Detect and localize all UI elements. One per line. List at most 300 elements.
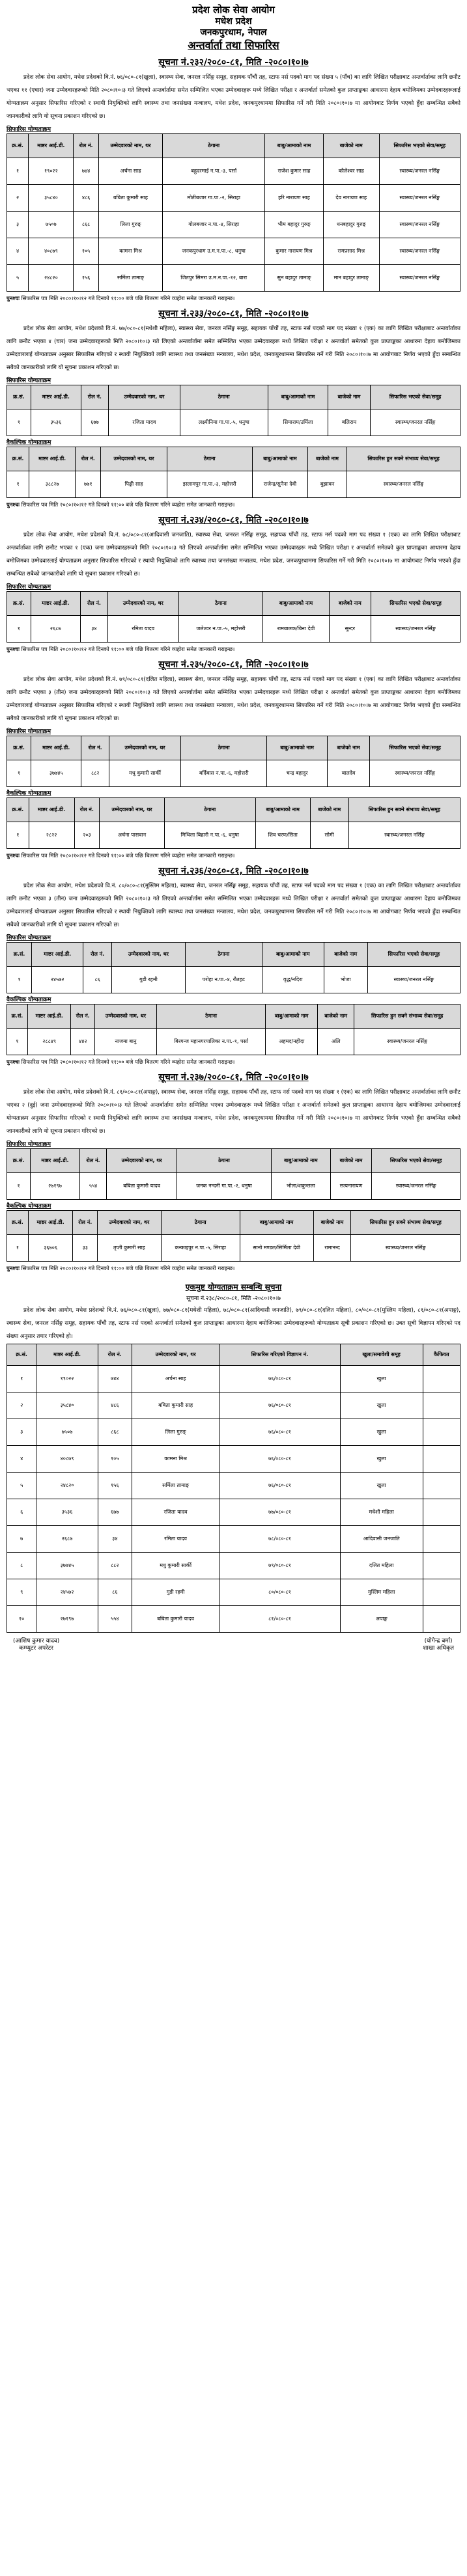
table-header-cell: ठेगाना — [163, 133, 265, 158]
table-cell: स्वास्थ्य/जनरल नर्सिङ्ग — [379, 238, 460, 264]
table-cell: स्वास्थ्य/जनरल नर्सिङ्ग — [379, 158, 460, 184]
table-row — [7, 1234, 460, 1261]
postscript-label: पुनश्चः — [7, 1264, 20, 1271]
notice-section — [7, 658, 460, 861]
table-cell: १ — [7, 760, 31, 786]
table-cell: ७६/०८०-८१ — [219, 1445, 340, 1472]
table-header-cell: रोल नं. — [79, 1148, 107, 1172]
table-cell: ३५८४० — [29, 184, 74, 211]
table-header-cell: खुला/समावेशी समूह — [340, 1344, 423, 1365]
table-header-row — [7, 942, 460, 966]
table-cell: जनकपुरधाम उ.म.न.पा.-८, धनुषा — [163, 238, 265, 264]
table-cell: सर्मिला तामाङ् — [98, 264, 163, 291]
table-header-cell: माष्टर आई.डी. — [27, 1004, 70, 1028]
table-cell: बहुदरमाई न.पा.-३, पर्सा — [163, 158, 265, 184]
table-header-cell: सिफारिस भएको सेवा/समूह — [379, 133, 460, 158]
table-cell: २७१९७ — [31, 1172, 79, 1199]
table-cell: ८०/०८०-८१ — [219, 1579, 340, 1605]
table-cell: रामप्रसाद मिश्र — [323, 238, 379, 264]
table-header-row — [7, 133, 460, 158]
alternate-heading: वैकल्पिक योग्यताक्रम — [7, 1202, 51, 1210]
table-row — [7, 822, 460, 848]
table-header-cell: माष्टर आई.डी. — [28, 1210, 72, 1234]
table-cell: २८२२ — [29, 822, 74, 848]
table-header-cell: ठेगाना — [156, 1004, 266, 1028]
table-cell: २४८२० — [29, 264, 74, 291]
table-cell: खुला — [340, 1392, 423, 1419]
postscript-label: पुनश्चः — [7, 645, 20, 652]
table-row — [7, 264, 460, 291]
table-cell: १ — [7, 409, 31, 436]
notice-title: सूचना नं.२३६/२०८०-८१, मिति -२०८०।१०।७ — [158, 865, 309, 876]
table-cell: मुस्लिम महिला — [340, 1579, 423, 1605]
table-cell: ६ — [7, 1499, 36, 1525]
table-cell: लक्ष्मीनिया गा.पा.-५, धनुषा — [180, 409, 268, 436]
table-header-cell: उम्मेदवारको नाम, थर — [98, 1210, 161, 1234]
table-cell: मधेशी महिला — [340, 1499, 423, 1525]
table-row — [7, 238, 460, 264]
table-cell: २७१९७ — [36, 1605, 98, 1632]
recommended-table — [7, 385, 460, 436]
table-cell: स्वास्थ्य/जनरल नर्सिङ्ग — [371, 615, 460, 642]
table-cell: ७९/०८०-८१ — [219, 1552, 340, 1579]
table-cell: ५ — [7, 264, 29, 291]
table-header-cell: सिफारिस हुन सक्ने संभाव्य सेवा/समूह — [347, 447, 460, 471]
table-cell: गुडी रहमी — [112, 966, 186, 993]
table-header-cell: बाबु/आमाको नाम — [255, 797, 310, 822]
table-cell: ७७१ — [76, 471, 101, 497]
table-cell: बर्दिबास न.पा.-६, महोत्तरी — [181, 760, 267, 786]
table-cell: स्वास्थ्य/जनरल नर्सिङ्ग — [348, 822, 460, 848]
notice-section — [7, 307, 460, 510]
table-cell: १० — [7, 1605, 36, 1632]
notice-section — [7, 514, 460, 654]
table-cell: ८८२ — [81, 760, 109, 786]
table-cell: ४०८७९ — [29, 238, 74, 264]
table-cell: ४ — [7, 238, 29, 264]
table-header-cell: ठेगाना — [164, 797, 255, 822]
table-cell — [423, 1499, 460, 1525]
table-cell: बिरगन्ज महानगरपालिका न.पा.-१, पर्सा — [156, 1028, 266, 1055]
table-cell: पिङ्की साह — [101, 471, 167, 497]
table-cell: अर्चना साह — [132, 1365, 219, 1392]
table-cell: २०३ — [74, 822, 100, 848]
table-header-cell: क्र.सं. — [7, 1148, 31, 1172]
postscript-label: पुनश्चः — [7, 1058, 20, 1065]
table-cell: स्वास्थ्य/जनरल नर्सिङ्ग — [372, 1172, 460, 1199]
alternate-heading: वैकल्पिक योग्यताक्रम — [7, 439, 51, 446]
table-cell: १ — [7, 471, 29, 497]
table-header-cell: सिफारिस हुन सक्ने संभाव्य सेवा/समूह — [348, 797, 460, 822]
table-header-cell: बाजेको नाम — [327, 736, 369, 760]
table-cell: २६८७ — [31, 615, 80, 642]
table-cell: १ — [7, 966, 32, 993]
table-header-cell: रोल नं. — [76, 447, 101, 471]
table-cell — [423, 1419, 460, 1445]
table-cell: ३३ — [73, 1234, 98, 1261]
table-cell: बबिता कुमारी साह — [98, 184, 163, 211]
table-cell: ६७७ — [98, 1499, 132, 1525]
table-cell: ३६७०६ — [28, 1234, 72, 1261]
table-cell — [423, 1445, 460, 1472]
table-cell: ७७/०८०-८१ — [219, 1499, 340, 1525]
table-cell: ८६ — [83, 966, 112, 993]
table-cell: स्वास्थ्य/जनरल नर्सिङ्ग — [354, 1028, 460, 1055]
table-cell: भोला/शकुन्तला — [272, 1172, 330, 1199]
table-cell: मधु कुमारी सार्की — [132, 1552, 219, 1579]
table-cell: ७६/०८०-८१ — [219, 1472, 340, 1499]
table-cell: इस्लामपुर गा.पा.-३, महोत्तरी — [167, 471, 252, 497]
table-header-cell: क्र.सं. — [7, 447, 29, 471]
table-row — [7, 1028, 460, 1055]
signature-right — [423, 1638, 454, 1653]
table-cell: ४८६ — [98, 1392, 132, 1419]
alternate-table — [7, 447, 460, 498]
table-cell: सत्यनारायण — [330, 1172, 372, 1199]
signature-right-role: शाखा अधिकृत — [423, 1645, 454, 1652]
table-cell: कामना मिश्र — [98, 238, 163, 264]
table-header-cell: बाबु/आमाको नाम — [267, 736, 328, 760]
notice-paragraph: प्रदेश लोक सेवा आयोग, मधेश प्रदेशको वि.नं. ७८/०८०-८१(आदिवासी जनजाति), स्वास्थ्य सेवा, जनरल नर्सिङ्ग समूह, सहायक पाँचौं तह, स्टाफ नर्स पदको माग पद संख्या १ (एक) का लागि लिखित परीक्षाबाट अन्तर्वार्ताका लागि छनौट भएका १ (एक) जना उम्मेदवारहरूको मिति २०८०।१०।३ गते लिएको अन्तर्वार्तामा समेत सम्मिलित भएका उम्मेदवारहरू मध्ये लिखित परीक्षा र अन्तर्वार्ता समेतको कुल प्राप्ताङ्कका आधारमा देहाय बमोजिमका उम्मेदवारलाई योग्यताक्रम अनुसार सिफारिस गरिएको र स्थायी नियुक्तिको लागि स्वास्थ्य तथा जनसंख्या मन्त्रालय, मधेश प्रदेश, जनकपुरधाममा सिफारिस गर्ने गरी मिति २०८०।१०।७ मा आयोगबाट निर्णय भएको हुँदा सम्बन्धित सबैको जानकारीको लागि यो सूचना प्रकाशन गरिएको छ। — [7, 531, 460, 577]
table-cell: २४८२० — [36, 1472, 98, 1499]
recommended-heading: सिफारिस योग्यताक्रम — [7, 728, 51, 735]
postscript-note — [7, 499, 460, 510]
table-header-row — [7, 1148, 460, 1172]
table-header-row — [7, 1004, 460, 1028]
table-header-cell: रोल नं. — [83, 942, 112, 966]
notices-container — [7, 56, 460, 1273]
table-cell: १०५ — [98, 1445, 132, 1472]
table-header-row — [7, 447, 460, 471]
table-header-cell: माष्टर आई.डी. — [31, 736, 81, 760]
table-cell: ६७७ — [81, 409, 108, 436]
table-cell: ९ — [7, 1579, 36, 1605]
table-header-cell: माष्टर आई.डी. — [29, 447, 76, 471]
table-cell: ८६ — [98, 1579, 132, 1605]
table-cell: सुन्दर — [329, 615, 371, 642]
table-cell: आदिवासी जनजाति — [340, 1525, 423, 1552]
table-cell — [423, 1552, 460, 1579]
table-cell: ४४२ — [71, 1028, 95, 1055]
notice-paragraph: प्रदेश लोक सेवा आयोग, मधेश प्रदेशको वि.नं. ७६/०८०-८१(खुला), स्वास्थ्य सेवा, जनरल नर्सिङ्ग समूह, सहायक पाँचौं तह, स्टाफ नर्स पदको माग पद संख्या ५ (पाँच) का लागि लिखित परीक्षाबाट अन्तर्वार्ताका लागि छनौट भएका ११ (एघार) जना उम्मेदवारहरूको मिति २०८०।१०।३ गते लिएको अन्तर्वार्तामा समेत सम्मिलित भएका उम्मेदवारहरू मध्ये लिखित परीक्षा र अन्तर्वार्ता समेतको कुल प्राप्ताङ्कका आधारमा देहाय बमोजिमका उम्मेदवारहरूलाई योग्यताक्रम अनुसार सिफारिस गरिएको र स्थायी नियुक्तिको लागि स्वास्थ्य तथा जनसंख्या मन्त्रालय, मधेश प्रदेश, जनकपुरधाममा सिफारिस गर्ने गरी मिति २०८०।१०।७ मा आयोगबाट निर्णय भएको हुँदा सम्बन्धित सबैको जानकारीको लागि यो सूचना प्रकाशन गरिएको छ। — [7, 74, 460, 120]
table-header-cell: माष्टर आई.डी. — [29, 133, 74, 158]
table-header-cell: ठेगाना — [185, 942, 262, 966]
postscript-label: पुनश्चः — [7, 294, 20, 301]
table-row — [7, 1445, 460, 1472]
table-cell: १ — [7, 615, 31, 642]
table-header-cell: माष्टर आई.डी. — [31, 385, 81, 409]
table-cell: १ — [7, 1028, 28, 1055]
table-cell: राजेन्द्र/सुनैना देवी — [252, 471, 307, 497]
table-cell — [423, 1605, 460, 1632]
table-cell: सोमी — [310, 822, 348, 848]
table-header-cell: माष्टर आई.डी. — [36, 1344, 98, 1365]
table-cell: भीम बहादुर गुरुङ् — [265, 211, 324, 238]
table-header-cell: रोल नं. — [80, 591, 107, 615]
table-cell: ८६८ — [98, 1419, 132, 1445]
table-header-cell: उम्मेदवारको नाम, थर — [107, 1148, 177, 1172]
table-header-cell: क्र.सं. — [7, 736, 31, 760]
alternate-table — [7, 1210, 460, 1262]
table-cell: बुझावन — [307, 471, 347, 497]
header-document-title: अन्तर्वार्ता तथा सिफारिस — [188, 38, 279, 51]
table-row — [7, 471, 460, 497]
table-cell: अर्चना पासवान — [100, 822, 165, 848]
postscript-text: सिफारिस पत्र मिति २०८०।१०।१२ गते दिनको ११:०० बजे पछि बितरण गरिने व्यहोरा समेत जानकारी गराइन्छ। — [21, 852, 235, 859]
notice-paragraph: प्रदेश लोक सेवा आयोग, मधेश प्रदेशको वि.नं. ७९/०८०-८१(दलित महिला), स्वास्थ्य सेवा, जनरल नर्सिङ्ग समूह, सहायक पाँचौं तह, स्टाफ नर्स पदको माग पद संख्या १ (एक) का लागि लिखित परीक्षाबाट अन्तर्वार्ताका लागि छनौट भएका ३ (तीन) जना उम्मेदवारहरूको मिति २०८०।१०।३ गते लिएको अन्तर्वार्तामा समेत सम्मिलित भएका उम्मेदवारहरू मध्ये लिखित परीक्षा र अन्तर्वार्ता समेतको कुल प्राप्ताङ्कका आधारमा देहाय बमोजिमका उम्मेदवारलाई योग्यताक्रम अनुसार सिफारिस गरिएको र स्थायी नियुक्तिको लागि स्वास्थ्य तथा जनसंख्या मन्त्रालय, मधेश प्रदेश, जनकपुरधाममा सिफारिस गर्ने गरी मिति २०८०।१०।७ मा आयोगबाट निर्णय भएको हुँदा सम्बन्धित सबैको जानकारीको लागि यो सूचना प्रकाशन गरिएको छ। — [7, 676, 460, 722]
table-header-cell: बाबु/आमाको नाम — [266, 1004, 318, 1028]
table-cell: चन्द्र बहादुर — [267, 760, 328, 786]
table-cell: भोजा — [324, 966, 367, 993]
table-header-cell: बाबु/आमाको नाम — [268, 385, 328, 409]
table-header-cell: उम्मेदवारको नाम, थर — [112, 942, 186, 966]
table-cell: स्वास्थ्य/जनरल नर्सिङ्ग — [371, 409, 460, 436]
table-header-cell: क्र.सं. — [7, 1004, 28, 1028]
table-header-cell: रोल नं. — [81, 736, 109, 760]
signature-right-name: (योगेन्द्र बर्मा) — [424, 1637, 453, 1644]
summary-paragraph: प्रदेश लोक सेवा आयोग, मधेश प्रदेशको वि.नं. ७६/०८०-८१(खुला), ७७/०८०-८१(मधेशी महिला), ७८/०८०-८१(आदिवासी जनजाति), ७९/०८०-८१(दलित महिला), ८०/०८०-८१(मुस्लिम महिला), ८१/०८०-८१(अपाङ्ग), स्वास्थ्य सेवा, जनरल नर्सिङ्ग समूह, सहायक पाँचौं तह, स्टाफ नर्स पदको अन्तर्वार्ता समेतको कुल प्राप्ताङ्कका आधारमा देहाय बमोजिमका उम्मेदवारहरूको योग्यताक्रम सूची प्रकाशन गरिएको छ। उक्त सूची विज्ञापन गरिएको पद संख्या अनुसार तयार गरिएको हो। — [7, 1307, 460, 1340]
table-header-cell: ठेगाना — [178, 591, 263, 615]
table-header-cell: उम्मेदवारको नाम, थर — [101, 447, 167, 471]
table-row — [7, 966, 460, 993]
table-cell: १ — [7, 1365, 36, 1392]
table-header-cell: बाबु/आमाको नाम — [265, 133, 324, 158]
table-cell: गोलबजार न.पा.-४, सिराहा — [163, 211, 265, 238]
table-header-cell: बाजेको नाम — [307, 447, 347, 471]
table-cell: बबिता कुमारी यादव — [107, 1172, 177, 1199]
table-cell: अलि — [318, 1028, 354, 1055]
table-cell: राजेश कुमार साह — [265, 158, 324, 184]
table-header-cell: माष्टर आई.डी. — [31, 591, 80, 615]
table-cell: स्वास्थ्य/जनरल नर्सिङ्ग — [370, 760, 460, 786]
notice-section — [7, 1071, 460, 1273]
table-cell: ३५३६ — [31, 409, 81, 436]
table-cell: ८६८ — [74, 211, 98, 238]
table-cell: १९०२२ — [36, 1365, 98, 1392]
table-row — [7, 211, 460, 238]
table-cell: १०५ — [74, 238, 98, 264]
table-header-cell: सिफारिस भएको सेवा/समूह — [371, 591, 460, 615]
table-cell: कुमार नारायण मिश्र — [265, 238, 324, 264]
table-header-cell: रोल नं. — [81, 385, 108, 409]
table-cell: ३४ — [98, 1525, 132, 1552]
table-header-cell: माष्टर आई.डी. — [29, 797, 74, 822]
alternate-heading: वैकल्पिक योग्यताक्रम — [7, 790, 51, 797]
table-cell: ५ — [7, 1472, 36, 1499]
table-cell: अर्चना साह — [98, 158, 163, 184]
table-header-row — [7, 1210, 460, 1234]
table-cell: १ — [7, 1234, 29, 1261]
table-row — [7, 1172, 460, 1199]
notice-paragraph: प्रदेश लोक सेवा आयोग, मधेश प्रदेशको वि.नं. ८१/०८०-८१(अपाङ्ग), स्वास्थ्य सेवा, जनरल नर्सिङ्ग समूह, सहायक पाँचौं तह, स्टाफ नर्स पदको माग पद संख्या १ (एक) का लागि लिखित परीक्षाबाट अन्तर्वार्ताका लागि छनौट भएका २ (दुई) जना उम्मेदवारहरूको मिति २०८०।१०।३ गते लिएको अन्तर्वार्तामा समेत सम्मिलित भएका उम्मेदवारहरू मध्ये लिखित परीक्षा र अन्तर्वार्ता समेतको कुल प्राप्ताङ्कका आधारमा देहाय बमोजिमका उम्मेदवारलाई योग्यताक्रम अनुसार सिफारिस गरिएको र स्थायी नियुक्तिको लागि स्वास्थ्य तथा जनसंख्या मन्त्रालय, मधेश प्रदेश, जनकपुरधाममा सिफारिस गर्ने गरी मिति २०८०।१०।७ मा आयोगबाट निर्णय भएको हुँदा सम्बन्धित सबैको जानकारीको लागि यो सूचना प्रकाशन गरिएको छ। — [7, 1088, 460, 1135]
table-cell: मान बहादुर तामाङ् — [323, 264, 379, 291]
table-cell: तृप्ती कुमारी साह — [98, 1234, 161, 1261]
table-row — [7, 760, 460, 786]
table-cell — [423, 1525, 460, 1552]
table-cell: वृद्ध/नदिरा — [262, 966, 324, 993]
table-header-cell: सिफारिस हुन सक्ने संभाव्य सेवा/समूह — [351, 1210, 460, 1234]
table-cell: गुडी रहमी — [132, 1579, 219, 1605]
table-cell: मधु कुमारी सार्की — [109, 760, 181, 786]
alternate-heading: वैकल्पिक योग्यताक्रम — [7, 996, 51, 1003]
table-cell: रमिता यादव — [132, 1525, 219, 1552]
table-header-cell: बाजेको नाम — [313, 1210, 351, 1234]
table-header-cell: क्र.सं. — [7, 133, 29, 158]
table-cell: हरि नारायण साह — [265, 184, 324, 211]
postscript-note — [7, 1263, 460, 1273]
table-cell: २४५७२ — [36, 1579, 98, 1605]
header-location: जनकपुरधाम, नेपाल — [200, 27, 267, 38]
notice-title: सूचना नं.२३४/२०८०-८१, मिति -२०८०।१०।७ — [158, 514, 309, 525]
header-province: मधेश प्रदेश — [215, 16, 252, 27]
recommended-heading: सिफारिस योग्यताक्रम — [7, 1141, 51, 1148]
table-cell: ७८/०८०-८१ — [219, 1525, 340, 1552]
table-row — [7, 1419, 460, 1445]
table-header-cell: बाजेको नाम — [330, 1148, 372, 1172]
table-header-cell: माष्टर आई.डी. — [31, 1148, 79, 1172]
table-cell: बबिता कुमारी साह — [132, 1392, 219, 1419]
table-cell: सर्मिला तामाङ् — [132, 1472, 219, 1499]
table-header-cell: रोल नं. — [74, 797, 100, 822]
table-cell: दलित महिला — [340, 1552, 423, 1579]
table-cell: ७६/०८०-८१ — [219, 1392, 340, 1419]
table-cell: ७४४ — [98, 1365, 132, 1392]
table-header-cell: बाजेको नाम — [324, 942, 367, 966]
table-cell: खुला — [340, 1445, 423, 1472]
table-header-cell: उम्मेदवारको नाम, थर — [132, 1344, 219, 1365]
summary-section — [7, 1281, 460, 1633]
table-cell — [423, 1392, 460, 1419]
table-cell: खुला — [340, 1419, 423, 1445]
table-header-cell: बाजेको नाम — [310, 797, 348, 822]
table-cell: ३ — [7, 211, 29, 238]
postscript-text: सिफारिस पत्र मिति २०८०।१०।१२ गते दिनको ११:०० बजे पछि बितरण गरिने व्यहोरा समेत जानकारी गराइन्छ। — [21, 1264, 235, 1271]
table-row — [7, 1525, 460, 1552]
summary-subtitle: सूचना नं.२३८/२०८०-८१, मिति -२०८०।१०।७ — [186, 1295, 281, 1302]
alternate-table — [7, 797, 460, 849]
table-header-cell: बाजेको नाम — [323, 133, 379, 158]
table-header-cell: ठेगाना — [167, 447, 252, 471]
table-cell — [423, 1472, 460, 1499]
table-cell: ५५४ — [98, 1605, 132, 1632]
postscript-text: सिफारिस पत्र मिति २०८०।१०।१२ गते दिनको ११:०० बजे पछि बितरण गरिने व्यहोरा समेत जानकारी गराइन्छ। — [21, 294, 235, 301]
signature-left-role: कम्प्युटर अपरेटर — [19, 1645, 53, 1652]
notice-section — [7, 865, 460, 1067]
table-cell: ४८६ — [74, 184, 98, 211]
table-header-cell: बाबु/आमाको नाम — [240, 1210, 313, 1234]
table-cell: २ — [7, 184, 29, 211]
table-header-cell: सिफारिस भएको सेवा/समूह — [371, 385, 460, 409]
table-cell: १ — [7, 1172, 31, 1199]
table-cell: रामानन्द — [313, 1234, 351, 1261]
table-cell: ३८८२७ — [29, 471, 76, 497]
alternate-table — [7, 1004, 460, 1055]
postscript-note — [7, 850, 460, 861]
table-cell: ७ — [7, 1525, 36, 1552]
table-cell: नाजमा बानु — [95, 1028, 157, 1055]
table-cell: खुला — [340, 1472, 423, 1499]
table-row — [7, 1552, 460, 1579]
table-cell: धनबहादुर गुरुङ् — [323, 211, 379, 238]
table-cell: ७५०७ — [29, 211, 74, 238]
table-cell: स्वास्थ्य/जनरल नर्सिङ्ग — [379, 211, 460, 238]
table-cell: ३५८४० — [36, 1392, 98, 1419]
table-cell: ७६/०८०-८१ — [219, 1419, 340, 1445]
table-cell: २ — [7, 1392, 36, 1419]
table-cell: शिव चरण/सिता — [255, 822, 310, 848]
table-header-cell: उम्मेदवारको नाम, थर — [108, 591, 179, 615]
table-header-cell: रोल नं. — [71, 1004, 95, 1028]
recommended-heading: सिफारिस योग्यताक्रम — [7, 583, 51, 590]
table-header-cell: क्र.सं. — [7, 797, 29, 822]
table-row — [7, 184, 460, 211]
table-cell: ३७७४५ — [31, 760, 81, 786]
table-header-cell: बाबु/आमाको नाम — [252, 447, 307, 471]
table-cell: रजिता यादव — [132, 1499, 219, 1525]
table-cell: १५६ — [74, 264, 98, 291]
summary-title: एकमुष्ट योग्यताक्रम सम्बन्धि सूचना — [185, 1282, 282, 1292]
notice-paragraph: प्रदेश लोक सेवा आयोग, मधेश प्रदेशको वि.नं. ८०/०८०-८१(मुस्लिम महिला), स्वास्थ्य सेवा, जनरल नर्सिङ्ग समूह, सहायक पाँचौं तह, स्टाफ नर्स पदको माग पद संख्या १ (एक) का लागि लिखित परीक्षाबाट अन्तर्वार्ताका लागि छनौट भएका ३ (तीन) जना उम्मेदवारहरूको मिति २०८०।१०।३ गते लिएको अन्तर्वार्तामा समेत सम्मिलित भएका उम्मेदवारहरू मध्ये लिखित परीक्षा र अन्तर्वार्ता समेतको कुल प्राप्ताङ्कका आधारमा देहाय बमोजिमका उम्मेदवारलाई योग्यताक्रम अनुसार सिफारिस गरिएको र स्थायी नियुक्तिको लागि स्वास्थ्य तथा जनसंख्या मन्त्रालय, मधेश प्रदेश, जनकपुरधाममा सिफारिस गर्ने गरी मिति २०८०।१०।७ मा आयोगबाट निर्णय भएको हुँदा सम्बन्धित सबैको जानकारीको लागि यो सूचना प्रकाशन गरिएको छ। — [7, 882, 460, 928]
table-cell: मिथिला बिहारी न.पा.-६, धनुषा — [164, 822, 255, 848]
recommended-heading: सिफारिस योग्यताक्रम — [7, 377, 51, 384]
recommended-heading: सिफारिस योग्यताक्रम — [7, 126, 51, 133]
recommended-table — [7, 942, 460, 993]
table-cell: बलिराम — [328, 409, 371, 436]
table-cell: ३५३६ — [36, 1499, 98, 1525]
table-cell: ५५४ — [79, 1172, 107, 1199]
table-cell: १ — [7, 822, 29, 848]
table-cell — [423, 1365, 460, 1392]
table-row — [7, 615, 460, 642]
table-cell: १९०२२ — [29, 158, 74, 184]
table-row — [7, 1499, 460, 1525]
table-header-cell: बाबु/आमाको नाम — [272, 1148, 330, 1172]
table-cell: मोतीबजार गा.पा.-२, सिराहा — [163, 184, 265, 211]
postscript-label: पुनश्चः — [7, 852, 20, 859]
notice-paragraph: प्रदेश लोक सेवा आयोग, मधेश प्रदेशको वि.नं. ७७/०८०-८१(मधेशी महिला), स्वास्थ्य सेवा, जनरल नर्सिङ्ग समूह, सहायक पाँचौं तह, स्टाफ नर्स पदको माग पद संख्या १ (एक) का लागि लिखित परीक्षाबाट अन्तर्वार्ताका लागि छनौट भएका ४ (चार) जना उम्मेदवारहरूको मिति २०८०।१०।३ गते लिएको अन्तर्वार्तामा समेत सम्मिलित भएका उम्मेदवारहरू मध्ये लिखित परीक्षा र अन्तर्वार्ता समेतको कुल प्राप्ताङ्कका आधारमा देहाय बमोजिमका उम्मेदवारलाई योग्यताक्रम अनुसार सिफारिस गरिएको र स्थायी नियुक्तिको लागि स्वास्थ्य तथा जनसंख्या मन्त्रालय, मधेश प्रदेश, जनकपुरधाममा सिफारिस गर्ने गरी मिति २०८०।१०।७ मा आयोगबाट निर्णय भएको हुँदा सम्बन्धित सबैको जानकारीको लागि यो सूचना प्रकाशन गरिएको छ। — [7, 325, 460, 371]
table-cell: रामबालक/बिना देवी — [263, 615, 329, 642]
table-header-cell: रोल नं. — [74, 133, 98, 158]
notice-title: सूचना नं.२३२/२०८०-८१, मिति -२०८०।१०।७ — [158, 57, 309, 68]
table-cell: ८८२ — [98, 1552, 132, 1579]
table-row — [7, 158, 460, 184]
table-header-cell: कैफियत — [423, 1344, 460, 1365]
table-header-row — [7, 385, 460, 409]
table-cell: देव नारायण साह — [323, 184, 379, 211]
table-header-cell: उम्मेदवारको नाम, थर — [95, 1004, 157, 1028]
recommended-table — [7, 736, 460, 787]
table-cell: जितपुर सिमरा उ.म.न.पा.-१२, बारा — [163, 264, 265, 291]
table-cell: स्वास्थ्य/जनरल नर्सिङ्ग — [347, 471, 460, 497]
table-cell: २६८७ — [36, 1525, 98, 1552]
table-header-cell: क्र.सं. — [7, 1210, 29, 1234]
table-header-row — [7, 1344, 460, 1365]
table-cell: जनक नन्दनी गा.पा.-२, धनुषा — [177, 1172, 271, 1199]
table-cell: बालदेव — [327, 760, 369, 786]
recommended-table — [7, 1148, 460, 1200]
postscript-text: सिफारिस पत्र मिति २०८०।१०।१२ गते दिनको ११:०० बजे पछि बितरण गरिने व्यहोरा समेत जानकारी गराइन्छ। — [21, 645, 235, 652]
table-header-row — [7, 797, 460, 822]
table-cell: स्वास्थ्य/जनरल नर्सिङ्ग — [351, 1234, 460, 1261]
notice-title: सूचना नं.२३५/२०८०-८१, मिति -२०८०।१०।७ — [158, 659, 309, 670]
table-cell: स्वास्थ्य/जनरल नर्सिङ्ग — [379, 264, 460, 291]
postscript-label: पुनश्चः — [7, 501, 20, 508]
table-cell: सुन बहादुर तामाङ् — [265, 264, 324, 291]
table-header-cell: ठेगाना — [161, 1210, 240, 1234]
postscript-text: सिफारिस पत्र मिति २०८०।१०।१२ गते दिनको ११:०० बजे पछि बितरण गरिने व्यहोरा समेत जानकारी गराइन्छ। — [21, 1058, 235, 1065]
table-header-cell: क्र.सं. — [7, 942, 32, 966]
table-cell: ३४ — [80, 615, 107, 642]
